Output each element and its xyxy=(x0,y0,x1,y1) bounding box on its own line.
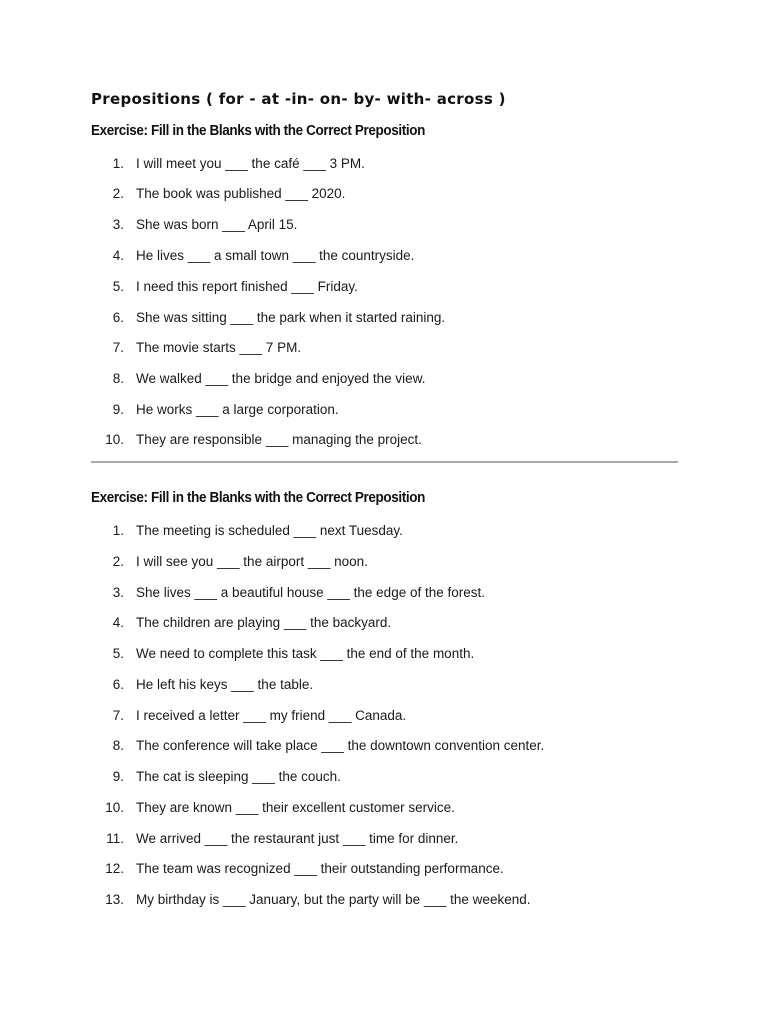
item-text: The cat is sleeping ___ the couch. xyxy=(136,769,341,784)
item-number: 6. xyxy=(112,310,124,325)
item-number: 9. xyxy=(112,402,124,417)
item-text: They are known ___ their excellent customer service. xyxy=(136,800,455,815)
item-text: We arrived ___ the restaurant just ___ time for dinner. xyxy=(136,831,459,846)
item-number: 11. xyxy=(106,831,124,846)
item-text: She lives ___ a beautiful house ___ the edge of the forest. xyxy=(136,585,486,600)
item-text: They are responsible ___ managing the project. xyxy=(136,432,422,447)
item-text: He lives ___ a small town ___ the countryside. xyxy=(136,248,415,263)
item-text: My birthday is ___ January, but the party will be ___ the weekend. xyxy=(136,892,531,907)
item-text: I received a letter ___ my friend ___ Canada. xyxy=(136,708,407,723)
item-number: 1. xyxy=(112,523,124,538)
item-text: The book was published ___ 2020. xyxy=(136,186,346,201)
item-number: 10. xyxy=(105,800,124,815)
item-number: 5. xyxy=(112,646,124,661)
item-number: 5. xyxy=(112,279,124,294)
item-number: 7. xyxy=(112,708,124,723)
item-number: 4. xyxy=(112,615,124,630)
item-text: We walked ___ the bridge and enjoyed the view. xyxy=(136,371,426,386)
item-text: I need this report finished ___ Friday. xyxy=(136,279,358,294)
item-number: 2. xyxy=(112,186,124,201)
item-number: 10. xyxy=(105,432,124,447)
item-text: The meeting is scheduled ___ next Tuesday. xyxy=(136,523,403,538)
item-text: I will meet you ___ the café ___ 3 PM. xyxy=(136,156,365,171)
item-number: 9. xyxy=(112,769,124,784)
item-number: 7. xyxy=(112,340,124,355)
item-number: 4. xyxy=(112,248,124,263)
exercise-2-heading: Exercise: Fill in the Blanks with the Correct Preposition xyxy=(91,490,425,506)
item-number: 8. xyxy=(112,738,124,753)
item-text: I will see you ___ the airport ___ noon. xyxy=(136,554,368,569)
item-text: She was sitting ___ the park when it started raining. xyxy=(136,310,446,325)
item-text: He works ___ a large corporation. xyxy=(136,402,339,417)
horizontal-divider xyxy=(91,461,678,463)
item-number: 3. xyxy=(112,217,124,232)
item-number: 12. xyxy=(105,861,124,876)
document-title: Prepositions ( for - at -in- on- by- with- across ) xyxy=(91,90,506,108)
item-text: He left his keys ___ the table. xyxy=(136,677,314,692)
item-number: 3. xyxy=(112,585,124,600)
item-number: 2. xyxy=(112,554,124,569)
exercise-1-heading: Exercise: Fill in the Blanks with the Correct Preposition xyxy=(91,123,425,139)
item-text: The team was recognized ___ their outstanding performance. xyxy=(136,861,504,876)
item-text: The movie starts ___ 7 PM. xyxy=(136,340,302,355)
item-text: We need to complete this task ___ the end of the month. xyxy=(136,646,475,661)
item-number: 13. xyxy=(105,892,124,907)
item-text: The children are playing ___ the backyard. xyxy=(136,615,392,630)
item-number: 6. xyxy=(112,677,124,692)
item-number: 8. xyxy=(112,371,124,386)
item-text: The conference will take place ___ the downtown convention center. xyxy=(136,738,545,753)
item-number: 1. xyxy=(112,156,124,171)
item-text: She was born ___ April 15. xyxy=(136,217,298,232)
